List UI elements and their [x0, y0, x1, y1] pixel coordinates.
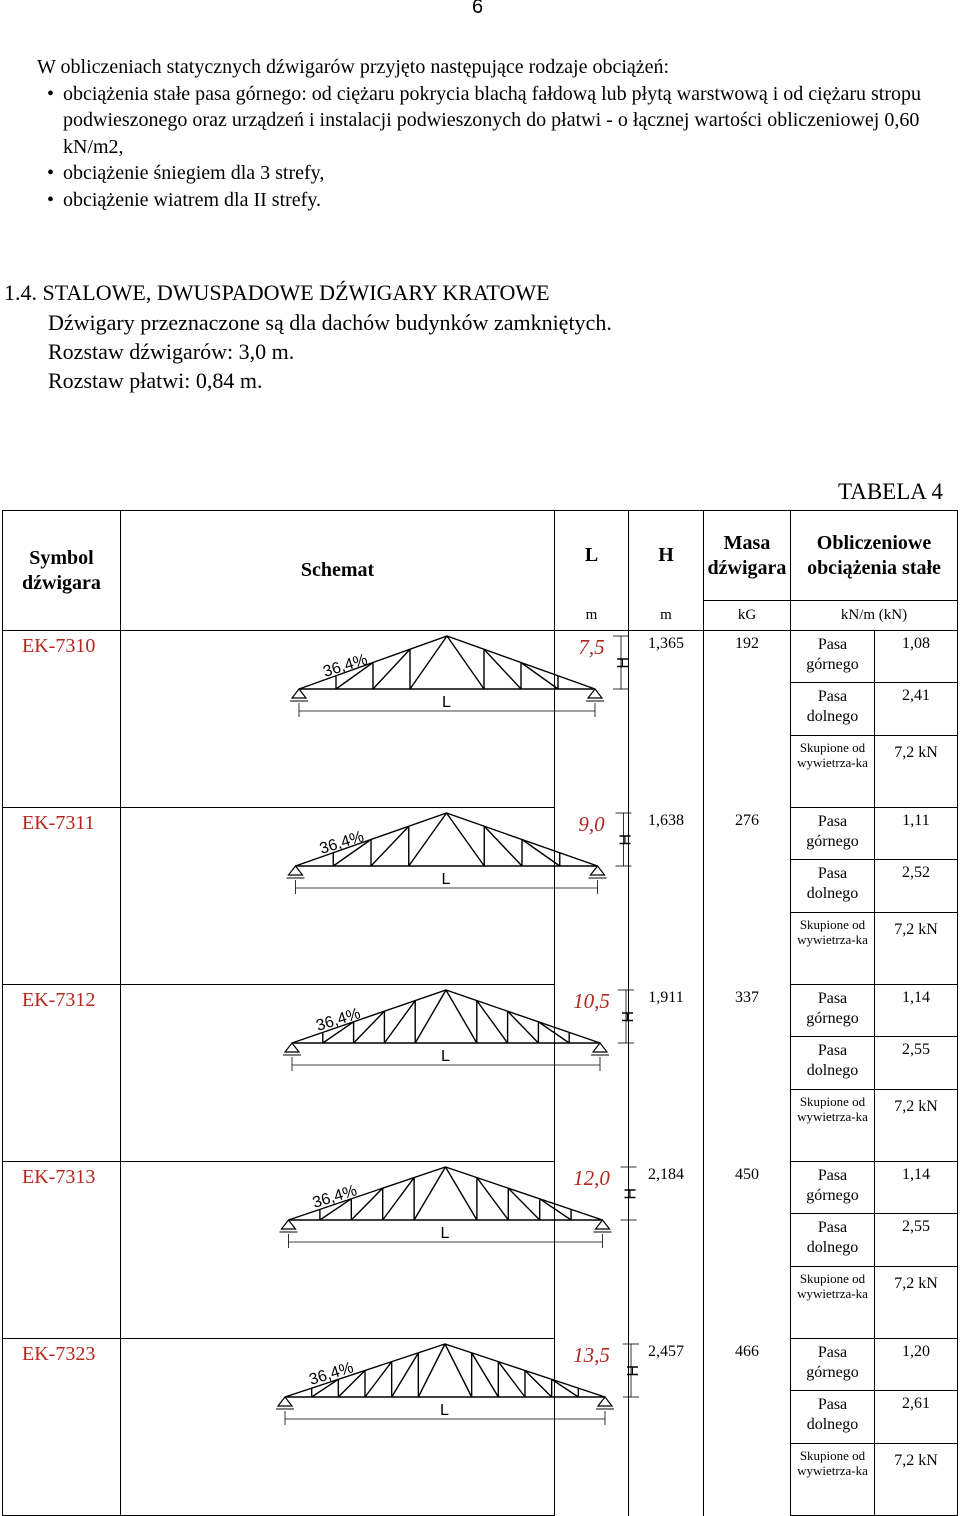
load-type: Pasa dolnego [791, 683, 875, 735]
truss-symbol: EK-7310 [3, 631, 121, 808]
height-label: H [620, 1010, 637, 1023]
truss-diagonal [521, 663, 558, 690]
load-value: 2,61 [875, 1391, 958, 1443]
load-type: Skupione od wywietrza-ka [791, 735, 875, 807]
load-type: Pasa dolnego [791, 1037, 875, 1089]
slope-label: 36,4% [314, 1005, 363, 1035]
load-value: 1,20 [875, 1339, 958, 1391]
load-type: Pasa dolnego [791, 860, 875, 912]
mass-value: 337 [704, 985, 791, 1162]
load-value: 2,55 [875, 1214, 958, 1266]
table-row [3, 1162, 958, 1214]
load-type: Skupione od wywietrza-ka [791, 1089, 875, 1161]
support-icon [285, 1043, 299, 1052]
span-value: 9,0 [555, 808, 629, 985]
support-icon [278, 1397, 292, 1406]
span-value: 7,5 [555, 631, 629, 808]
mass-value: 192 [704, 631, 791, 808]
truss-diagonal [414, 1167, 445, 1220]
header-schemat: Schemat [121, 511, 555, 631]
load-value: 2,55 [875, 1037, 958, 1089]
truss-diagonal [477, 1001, 508, 1043]
span-label: L [441, 871, 451, 888]
section-title: 1.4. STALOWE, DWUSPADOWE DŹWIGARY KRATOWE [4, 280, 550, 305]
height-label: H [615, 656, 632, 669]
support-icon [292, 689, 306, 698]
slope-label: 36,4% [307, 1359, 356, 1389]
height-value: 1,638 [629, 808, 704, 985]
load-type: Pasa górnego [791, 1162, 875, 1214]
truss-diagonal [447, 636, 484, 689]
height-value: 2,457 [629, 1339, 704, 1516]
support-icon [282, 1220, 296, 1229]
slope-label: 36,4% [310, 1182, 360, 1212]
load-value: 7,2 kN [875, 735, 958, 807]
intro-lead: W obliczeniach statycznych dźwigarów przyjęto następujące rodzaje obciążeń: [37, 56, 670, 78]
table-caption: TABELA 4 [838, 479, 943, 504]
span-label: L [441, 1048, 450, 1065]
section-1-4 [0, 278, 612, 395]
bullet-item: • obciążenie wiatrem dla II strefy. [37, 187, 952, 214]
slope-label: 36,4% [317, 828, 367, 858]
load-type: Pasa górnego [791, 985, 875, 1037]
load-type: Skupione od wywietrza-ka [791, 1266, 875, 1338]
support-icon [289, 866, 303, 875]
span-value: 13,5 [555, 1339, 629, 1516]
page-number: 6 [472, 0, 484, 18]
load-value: 1,08 [875, 631, 958, 683]
truss-diagonal [522, 840, 560, 867]
table-row [3, 1339, 958, 1391]
truss-diagonal [446, 1167, 477, 1220]
unit-H: m [629, 601, 704, 631]
truss-diagonal [410, 636, 447, 689]
truss-diagonal [447, 813, 485, 866]
load-value: 7,2 kN [875, 1443, 958, 1515]
table-row [3, 985, 958, 1037]
mass-value: 450 [704, 1162, 791, 1339]
section-line: Rozstaw płatwi: 0,84 m. [48, 368, 263, 393]
truss-diagonal [392, 1353, 419, 1397]
header-H: H [629, 511, 704, 601]
truss-diagonal [365, 1362, 392, 1397]
intro-bullets [37, 81, 952, 214]
intro-text [37, 54, 952, 213]
truss-diagonal [415, 990, 446, 1043]
truss-symbol: EK-7311 [3, 808, 121, 985]
load-type: Pasa dolnego [791, 1391, 875, 1443]
truss-symbol: EK-7313 [3, 1162, 121, 1339]
load-type: Pasa górnego [791, 808, 875, 860]
load-type: Skupione od wywietrza-ka [791, 912, 875, 984]
unit-obc: kN/m (kN) [791, 601, 958, 631]
height-value: 1,911 [629, 985, 704, 1162]
load-value: 1,11 [875, 808, 958, 860]
height-label: H [625, 1364, 642, 1377]
height-label: H [622, 1187, 640, 1200]
truss-diagonal [477, 1178, 508, 1220]
truss-diagonal [383, 1178, 414, 1220]
load-type: Pasa górnego [791, 631, 875, 683]
table-row [3, 808, 958, 860]
span-value: 12,0 [555, 1162, 629, 1339]
unit-masa: kG [704, 601, 791, 631]
mass-value: 276 [704, 808, 791, 985]
trusses-table [2, 510, 958, 1516]
table-row [3, 631, 958, 683]
height-label: H [617, 833, 635, 846]
truss-diagonal [472, 1353, 499, 1397]
truss-diagonal [498, 1362, 525, 1397]
load-type: Pasa górnego [791, 1339, 875, 1391]
load-value: 2,41 [875, 683, 958, 735]
load-value: 7,2 kN [875, 912, 958, 984]
load-value: 7,2 kN [875, 1266, 958, 1338]
span-value: 10,5 [555, 985, 629, 1162]
span-label: L [440, 1225, 450, 1242]
unit-L: m [555, 601, 629, 631]
header-symbol: Symbol dźwigara [3, 511, 121, 631]
bullet-item: • obciążenia stałe pasa górnego: od ciężaru pokrycia blachą fałdową lub płytą warstwową i od ciężaru stropu podwieszonego oraz urządzeń i instalacji podwieszonych do płatwi - o łącznej wartości obliczeniowej 0,60 kN/m2, [37, 81, 952, 161]
load-value: 1,14 [875, 1162, 958, 1214]
truss-diagonal [384, 1001, 415, 1043]
height-value: 2,184 [629, 1162, 704, 1339]
header-masa: Masa dźwigara [704, 511, 791, 601]
slope-label: 36,4% [321, 651, 370, 681]
mass-value: 466 [704, 1339, 791, 1516]
load-type: Skupione od wywietrza-ka [791, 1443, 875, 1515]
section-line: Dźwigary przeznaczone są dla dachów budynków zamkniętych. [48, 310, 612, 335]
load-value: 1,14 [875, 985, 958, 1037]
span-label: L [442, 694, 451, 711]
section-line: Rozstaw dźwigarów: 3,0 m. [48, 339, 295, 364]
header-obc: Obliczeniowe obciążenia stałe [791, 511, 958, 601]
span-label: L [440, 1402, 449, 1419]
header-L: L [555, 511, 629, 601]
load-type: Pasa dolnego [791, 1214, 875, 1266]
truss-diagonal [409, 813, 447, 866]
load-value: 2,52 [875, 860, 958, 912]
bullet-item: • obciążenie śniegiem dla 3 strefy, [37, 160, 952, 187]
truss-symbol: EK-7323 [3, 1339, 121, 1516]
truss-symbol: EK-7312 [3, 985, 121, 1162]
load-value: 7,2 kN [875, 1089, 958, 1161]
truss-diagonal [446, 990, 477, 1043]
height-value: 1,365 [629, 631, 704, 808]
